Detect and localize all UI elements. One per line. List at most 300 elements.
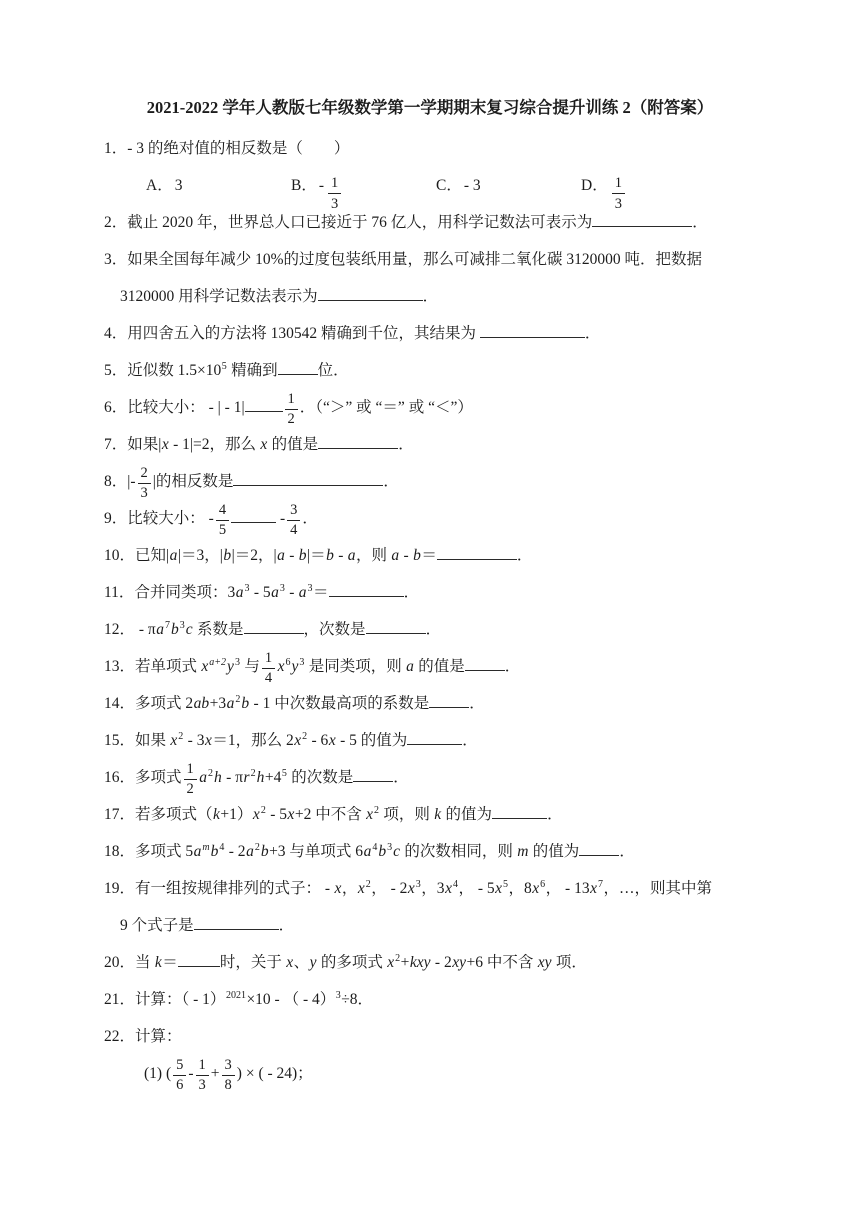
question-11	[104, 582, 824, 604]
math-variable: x	[260, 436, 268, 453]
text-run: +1）	[220, 806, 253, 823]
superscript: 2	[365, 879, 371, 890]
text-run: 3120000 用科学记数法表示为	[120, 288, 318, 305]
question-12	[104, 619, 824, 641]
question-number: 2．	[104, 214, 128, 231]
page-title: 2021-2022 学年人教版七年级数学第一学期期末复习综合提升训练 2（附答案）	[146, 98, 714, 117]
fraction-denominator: 3	[614, 195, 622, 212]
math-variable: c	[185, 621, 193, 638]
question-5	[104, 360, 824, 382]
text-run: - 2	[224, 843, 246, 860]
text-run: +6 中不含	[466, 954, 538, 971]
superscript: 3	[387, 842, 393, 853]
question-number: 12．	[104, 621, 136, 638]
superscript: 2	[178, 731, 184, 742]
text-run: ．	[547, 806, 563, 823]
fraction-denominator: 4	[264, 670, 273, 686]
superscript: 2	[250, 768, 256, 779]
text-run: 项．	[552, 954, 587, 971]
question-number: 6．	[104, 399, 128, 416]
text-run: 3	[174, 177, 183, 194]
math-variable: x	[286, 954, 294, 971]
text-run: +4	[264, 769, 282, 786]
text-run: 位．	[317, 362, 349, 379]
fraction-numerator: 3	[287, 503, 300, 521]
text-run: -	[399, 547, 413, 564]
fraction-denominator: 3	[331, 195, 339, 212]
answer-blank	[429, 694, 469, 708]
question-number: 7．	[104, 436, 128, 453]
text-run: 与	[240, 658, 260, 675]
answer-blank	[318, 287, 423, 301]
math-variable: k	[213, 806, 220, 823]
text-run: - 5	[266, 806, 287, 823]
question-19	[104, 878, 824, 900]
option-A	[146, 175, 291, 197]
superscript: 3	[244, 583, 250, 594]
math-variable: h	[214, 769, 222, 786]
math-variable: x	[366, 806, 374, 823]
superscript: 3	[335, 990, 341, 1001]
text-run: +	[210, 1065, 220, 1082]
question-1-options	[104, 175, 824, 212]
math-variable: a	[277, 547, 285, 564]
text-run: +2 中不含	[294, 806, 366, 823]
question-number: 9．	[104, 510, 128, 527]
math-variable: y	[291, 658, 299, 675]
text-run: ．	[692, 214, 708, 231]
math-variable: x	[407, 880, 415, 897]
text-run: ．	[278, 917, 295, 934]
text-run: ，	[341, 880, 358, 897]
math-variable: xy	[537, 954, 552, 971]
answer-blank	[492, 805, 547, 819]
question-number: 14．	[104, 695, 136, 712]
math-variable: x	[328, 732, 336, 749]
math-variable: r	[243, 769, 250, 786]
math-variable: a	[391, 547, 400, 564]
answer-blank	[592, 213, 692, 227]
text-run: -	[276, 510, 286, 527]
text-run: (1) (	[144, 1065, 172, 1082]
answer-blank	[233, 472, 383, 486]
math-variable: x	[334, 880, 342, 897]
fraction-numerator: 3	[222, 1058, 235, 1076]
text-run: - 5 的值为	[336, 732, 408, 749]
math-variable: a	[199, 769, 208, 786]
text-run: |＝3，|	[177, 547, 223, 564]
text-run: -	[285, 584, 299, 601]
question-number: 18．	[104, 843, 136, 860]
option-label: D．	[581, 177, 608, 194]
math-variable: a	[226, 695, 235, 712]
math-variable: x	[495, 880, 503, 897]
fraction	[612, 176, 625, 211]
question-8	[104, 464, 824, 501]
math-variable: x	[201, 658, 209, 675]
math-variable: a	[298, 584, 307, 601]
fraction-denominator: 8	[224, 1077, 232, 1093]
answer-blank	[318, 435, 398, 449]
question-number: 1．	[104, 140, 128, 157]
math-variable: x	[357, 880, 365, 897]
question-22	[104, 1026, 824, 1048]
fraction-denominator: 5	[218, 522, 227, 538]
fraction-numerator: 1	[328, 176, 341, 194]
text-run: -	[318, 177, 325, 194]
question-4	[104, 323, 824, 345]
text-run: ．	[504, 658, 521, 675]
text-run: ÷8．	[341, 991, 374, 1008]
math-variable: kxy	[409, 954, 431, 971]
math-variable: x	[277, 658, 285, 675]
text-run: 系数是	[193, 621, 244, 638]
superscript: 6	[285, 657, 291, 668]
text-run: ．	[383, 473, 399, 490]
text-run: 多项式 5	[135, 843, 194, 860]
text-run: ，则	[356, 547, 391, 564]
superscript: 2	[235, 694, 241, 705]
superscript: 2021	[225, 990, 246, 1001]
superscript: 3	[307, 583, 313, 594]
superscript: 3	[179, 620, 185, 631]
math-variable: y	[227, 658, 234, 675]
text-run: 若多项式（	[135, 806, 213, 823]
math-variable: a	[347, 547, 356, 564]
text-run: 时，关于	[219, 954, 286, 971]
superscript: 6	[540, 879, 546, 890]
text-run: 多项式 2	[135, 695, 194, 712]
answer-blank	[178, 953, 220, 967]
question-6	[104, 390, 824, 427]
text-run: -	[285, 547, 299, 564]
text-run: ．	[619, 843, 635, 860]
math-variable: k	[434, 806, 442, 823]
text-run: 如果|	[127, 436, 162, 453]
question-1	[104, 138, 824, 160]
text-run: |	[127, 473, 131, 490]
text-run: ．	[302, 510, 318, 527]
text-run: 、	[293, 954, 310, 971]
text-run: 的值是	[414, 658, 465, 675]
math-variable: x	[204, 732, 212, 749]
answer-blank	[194, 916, 279, 930]
answer-blank	[244, 620, 304, 634]
text-run: ．	[516, 547, 533, 564]
text-run: ) × ( - 24)；	[236, 1065, 313, 1082]
math-variable: x	[252, 806, 260, 823]
text-run: ，3	[421, 880, 445, 897]
text-run: - 1|=2，那么	[169, 436, 260, 453]
math-variable: x	[287, 806, 295, 823]
text-run: +	[400, 954, 410, 971]
text-run: 用四舍五入的方法将 130542 精确到千位，其结果为	[127, 325, 480, 342]
superscript: 2	[374, 805, 380, 816]
question-number: 8．	[104, 473, 128, 490]
superscript: 4	[219, 842, 225, 853]
text-run: 多项式	[135, 769, 182, 786]
text-run: 合并同类项：3	[134, 584, 236, 601]
fraction	[222, 1058, 235, 1093]
math-variable: b	[326, 547, 334, 564]
question-15	[104, 730, 824, 752]
text-run: 比较大小： - | - 1|	[127, 399, 245, 416]
text-run: ＝	[162, 954, 178, 971]
superscript: 3	[415, 879, 421, 890]
text-run: ＝	[313, 584, 329, 601]
text-run: ．	[393, 769, 409, 786]
text-run: ．	[422, 288, 439, 305]
question-22-sub-1	[104, 1056, 824, 1093]
text-run: - 5	[249, 584, 271, 601]
math-variable: a	[363, 843, 372, 860]
answer-blank	[465, 657, 505, 671]
superscript: 5	[503, 879, 509, 890]
fraction-denominator: 2	[287, 411, 295, 427]
text-run: |的相反数是	[152, 473, 234, 490]
text-run: +3 与单项式 6	[269, 843, 364, 860]
question-number: 17．	[104, 806, 136, 823]
option-D	[581, 175, 627, 210]
fraction	[328, 176, 341, 211]
math-variable: x	[170, 732, 178, 749]
math-variable: y	[309, 954, 317, 971]
text-run: 比较大小： -	[127, 510, 214, 527]
text-run: - 3	[183, 732, 205, 749]
answer-blank	[366, 620, 426, 634]
math-variable: x	[532, 880, 540, 897]
text-run: 的值是	[267, 436, 319, 453]
text-run: 已知|	[135, 547, 170, 564]
question-13	[104, 649, 824, 686]
question-number: 11．	[104, 584, 135, 601]
text-run: - 3 的绝对值的相反数是（ ）	[127, 140, 350, 157]
superscript: 2	[254, 842, 260, 853]
math-variable: a	[406, 658, 414, 675]
question-19-cont	[104, 915, 824, 937]
text-run: ．	[425, 621, 442, 638]
fraction	[184, 762, 197, 797]
question-number: 4．	[104, 325, 128, 342]
text-run: 有一组按规律排列的式子： -	[135, 880, 334, 897]
math-variable: a	[169, 547, 178, 564]
question-number: 20．	[104, 954, 136, 971]
math-variable: x	[294, 732, 302, 749]
fraction-numerator: 1	[196, 1058, 209, 1076]
answer-blank	[407, 731, 462, 745]
text-run: 计算：	[135, 1028, 182, 1045]
option-C	[436, 175, 581, 197]
superscript: a+2	[209, 657, 227, 668]
question-3-cont	[104, 286, 824, 308]
fraction-numerator: 1	[184, 762, 197, 780]
math-variable: x	[590, 880, 597, 897]
fraction-numerator: 4	[216, 503, 229, 521]
superscript: 4	[452, 879, 458, 890]
math-variable: b	[210, 843, 219, 860]
math-variable: b	[223, 547, 232, 564]
question-number: 3．	[104, 251, 128, 268]
superscript: m	[202, 842, 210, 853]
text-run: ，…，则其中第	[603, 880, 712, 897]
superscript: 4	[372, 842, 378, 853]
text-run: ， - 5	[458, 880, 495, 897]
text-run: 精确到	[227, 362, 278, 379]
text-run: ，8	[508, 880, 532, 897]
superscript: 5	[281, 768, 287, 779]
fraction-denominator: 4	[290, 522, 298, 538]
text-run: - 1 中次数最高项的系数是	[249, 695, 430, 712]
superscript: 3	[279, 583, 285, 594]
question-14	[104, 693, 824, 715]
option-B	[291, 175, 436, 210]
math-variable: x	[161, 436, 169, 453]
text-run: ×10 - （ - 4）	[246, 991, 336, 1008]
text-run: 的值为	[441, 806, 493, 823]
math-variable: a	[246, 843, 254, 860]
fraction-denominator: 3	[198, 1077, 206, 1093]
text-run: 计算：（ - 1）	[135, 991, 226, 1008]
text-run: ．	[584, 325, 601, 342]
answer-blank	[329, 583, 404, 597]
superscript: 2	[208, 768, 214, 779]
question-number: 10．	[104, 547, 136, 564]
option-label: C．	[436, 177, 462, 194]
option-label: A．	[146, 177, 173, 194]
fraction-numerator: 1	[262, 651, 275, 669]
text-run: ＝1，那么 2	[212, 732, 294, 749]
math-variable: a	[271, 584, 279, 601]
superscript: 2	[395, 953, 401, 964]
math-variable: b	[298, 547, 307, 564]
text-run: ， - 13	[545, 880, 590, 897]
question-20	[104, 952, 824, 974]
text-run: - π	[135, 621, 156, 638]
fraction	[285, 392, 298, 427]
math-variable: c	[393, 843, 400, 860]
text-run: - π	[222, 769, 244, 786]
answer-blank	[437, 546, 517, 560]
math-variable: a	[193, 843, 202, 860]
question-3	[104, 249, 824, 271]
text-run: 当	[135, 954, 155, 971]
fraction	[138, 466, 151, 501]
math-variable: x	[387, 954, 395, 971]
text-run: -	[188, 1065, 194, 1082]
question-number: 19．	[104, 880, 136, 897]
fraction-denominator: 6	[176, 1077, 184, 1093]
question-number: 13．	[104, 658, 136, 675]
math-variable: b	[171, 621, 179, 638]
text-run: 的多项式	[317, 954, 387, 971]
question-2	[104, 212, 824, 234]
question-16	[104, 760, 824, 797]
fraction-numerator: 2	[138, 466, 151, 484]
answer-blank	[480, 324, 585, 338]
question-number: 15．	[104, 732, 136, 749]
math-variable: h	[256, 769, 265, 786]
text-run: 的值为	[528, 843, 580, 860]
text-run: ＝	[421, 547, 437, 564]
text-run: 的次数相同，则	[400, 843, 517, 860]
answer-blank	[231, 509, 276, 523]
math-variable: b	[241, 695, 250, 712]
math-variable: a	[156, 621, 165, 638]
question-7	[104, 434, 824, 456]
fraction	[262, 651, 275, 686]
math-variable: b	[260, 843, 269, 860]
math-variable: b	[413, 547, 421, 564]
question-list	[104, 138, 824, 1093]
text-run: ．	[403, 584, 420, 601]
superscript: 5	[221, 361, 227, 372]
superscript: 3	[299, 657, 305, 668]
text-run: 若单项式	[135, 658, 201, 675]
text-run: - 3	[463, 177, 481, 194]
text-run: ．	[398, 436, 414, 453]
text-run: 是同类项，则	[304, 658, 406, 675]
question-number: 5．	[104, 362, 128, 379]
question-number: 22．	[104, 1028, 136, 1045]
text-run: |＝	[306, 547, 326, 564]
superscript: 7	[165, 620, 171, 631]
fraction	[196, 1058, 209, 1093]
math-variable: k	[154, 954, 162, 971]
fraction-numerator: 1	[285, 392, 298, 410]
text-run: 的次数是	[287, 769, 354, 786]
question-21	[104, 989, 824, 1011]
superscript: 3	[234, 657, 240, 668]
text-run: |＝2，|	[231, 547, 277, 564]
text-run: -	[334, 547, 348, 564]
answer-blank	[353, 768, 393, 782]
fraction-denominator: 3	[140, 485, 148, 501]
superscript: 2	[302, 731, 308, 742]
question-10	[104, 545, 824, 567]
text-run: +3	[209, 695, 227, 712]
text-run: -	[130, 473, 136, 490]
option-label: B．	[291, 177, 317, 194]
superscript: 7	[597, 879, 603, 890]
superscript: 2	[260, 805, 266, 816]
answer-blank	[245, 398, 283, 412]
text-run: ．（“＞” 或 “＝” 或 “＜”）	[299, 399, 473, 416]
fraction-numerator: 1	[612, 176, 625, 194]
math-variable: xy	[452, 954, 466, 971]
text-run: - 2	[431, 954, 452, 971]
fraction	[287, 503, 300, 538]
question-17	[104, 804, 824, 826]
fraction	[173, 1058, 186, 1093]
text-run: 9 个式子是	[120, 917, 194, 934]
text-run: ，次数是	[303, 621, 366, 638]
text-run: ．	[469, 695, 485, 712]
answer-blank	[278, 361, 318, 375]
text-run: 如果	[135, 732, 170, 749]
fraction-denominator: 2	[186, 781, 194, 797]
text-run: - 6	[307, 732, 329, 749]
math-variable: a	[235, 584, 244, 601]
math-variable: m	[517, 843, 529, 860]
text-run: 截止 2020 年，世界总人口已接近于 76 亿人，用科学记数法可表示为	[127, 214, 593, 231]
text-run: 项，则	[379, 806, 434, 823]
text-run: 如果全国每年减少 10%的过度包装纸用量，那么可减排二氧化碳 3120000 吨．把数据	[127, 251, 703, 268]
text-run: ， - 2	[371, 880, 408, 897]
text-run: ．	[462, 732, 478, 749]
fraction-numerator: 5	[173, 1058, 186, 1076]
question-number: 16．	[104, 769, 136, 786]
question-9	[104, 501, 824, 538]
